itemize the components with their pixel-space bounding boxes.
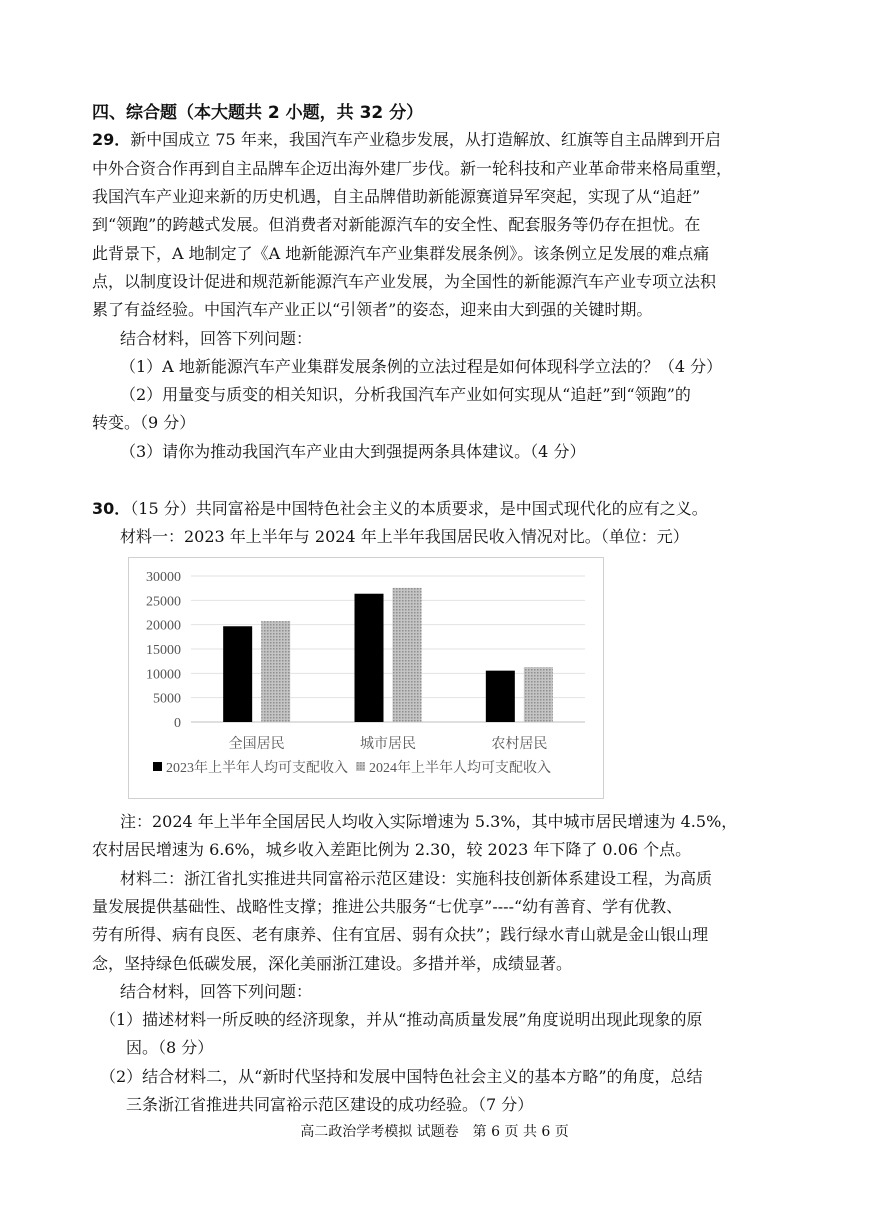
y-tick-label: 15000 (146, 643, 181, 658)
q30-note-cont: 农村居民增速为 6.6%，城乡收入差距比例为 2.30，较 2023 年下降了 0.06 个点。 (92, 840, 692, 859)
q29-line: 累了有益经验。中国汽车产业正以“引领者”的姿态，迎来由大到强的关键时期。 (92, 300, 653, 319)
bar (261, 621, 290, 722)
y-tick-label: 0 (174, 716, 181, 731)
q29-number: 29． (92, 130, 131, 149)
q30-note: 注：2024 年上半年全国居民人均收入实际增速为 5.3%，其中城市居民增速为 4.5%， (120, 812, 738, 831)
q29-sub2-cont: 转变。（9 分） (92, 413, 196, 432)
q30-material2-line: 念，坚持绿色低碳发展，深化美丽浙江建设。多措并举，成绩显著。 (92, 954, 573, 973)
q30-sub2: （2）结合材料二，从“新时代坚持和发展中国特色社会主义的基本方略”的角度，总结 (100, 1067, 703, 1086)
legend-swatch (153, 762, 162, 771)
x-tick-label: 城市居民 (360, 737, 416, 752)
q29-line: 此背景下，A 地制定了《A 地新能源汽车产业集群发展条例》。该条例立足发展的难点痛 (92, 244, 710, 263)
q29-line: 新中国成立 75 年来，我国汽车产业稳步发展，从打造解放、红旗等自主品牌到开启 (130, 130, 721, 149)
bar (393, 588, 422, 722)
q30-material1: 材料一：2023 年上半年与 2024 年上半年我国居民收入情况对比。（单位：元） (120, 527, 689, 546)
income-chart (128, 557, 604, 799)
y-tick-label: 30000 (146, 570, 181, 585)
bar (223, 626, 252, 722)
y-tick-label: 20000 (146, 618, 181, 634)
q30-material2-line: 量发展提供基础性、战略性支撑；推进公共服务“七优享”----“幼有善育、学有优教、 (92, 897, 683, 916)
q30-material2-line: 劳有所得、病有良医、老有康养、住有宜居、弱有众扶”；践行绿水青山就是金山银山理 (92, 925, 709, 944)
legend-label: 2023年上半年人均可支配收入 (166, 761, 348, 776)
y-tick-label: 5000 (153, 691, 181, 707)
bar (524, 667, 553, 722)
bar (355, 594, 384, 722)
legend-swatch (356, 762, 365, 771)
y-tick-label: 25000 (146, 594, 181, 610)
page-footer: 高二政治学考模拟 试题卷 第 6 页 共 6 页 (300, 1124, 569, 1140)
q29-prompt: 结合材料，回答下列问题： (120, 329, 313, 348)
q30-intro: （15 分）共同富裕是中国特色社会主义的本质要求，是中国式现代化的应有之义。 (130, 499, 708, 518)
q29-line: 中外合资合作再到自主品牌车企迈出海外建厂步伐。新一轮科技和产业革命带来格局重塑， (92, 159, 733, 178)
q29-sub3: （3）请你为推动我国汽车产业由大到强提两条具体建议。（4 分） (120, 442, 586, 461)
q30-prompt: 结合材料，回答下列问题： (120, 982, 313, 1001)
q30-intro-line (92, 497, 708, 521)
q30-number: 30． (92, 499, 131, 518)
q30-sub1-cont: 因。（8 分） (126, 1038, 214, 1057)
q29-line: 到“领跑”的跨越式发展。但消费者对新能源汽车的安全性、配套服务等仍存在担忧。在 (92, 215, 701, 234)
q29-sub1: （1）A 地新能源汽车产业集群发展条例的立法过程是如何体现科学立法的？（4 分） (120, 357, 723, 376)
section-title: 四、综合题（本大题共 2 小题，共 32 分） (92, 103, 424, 123)
x-tick-label: 全国居民 (228, 737, 285, 752)
legend-label: 2024年上半年人均可支配收入 (369, 761, 551, 776)
q29-sub2: （2）用量变与质变的相关知识，分析我国汽车产业如何实现从“追赶”到“领跑”的 (120, 385, 691, 404)
y-tick-label: 10000 (146, 667, 181, 683)
q29-first-line (92, 128, 721, 152)
q30-material2: 材料二：浙江省扎实推进共同富裕示范区建设：实施科技创新体系建设工程，为高质 (120, 869, 713, 888)
q29-line: 我国汽车产业迎来新的历史机遇，自主品牌借助新能源赛道异军突起，实现了从“追赶” (92, 187, 701, 206)
q29-line: 点，以制度设计促进和规范新能源汽车产业发展，为全国性的新能源汽车产业专项立法积 (92, 272, 717, 291)
x-tick-label: 农村居民 (491, 737, 548, 752)
income-chart-svg (129, 558, 603, 798)
q30-sub2-cont: 三条浙江省推进共同富裕示范区建设的成功经验。（7 分） (126, 1095, 534, 1114)
bar (486, 671, 515, 722)
q30-sub1: （1）描述材料一所反映的经济现象，并从“推动高质量发展”角度说明出现此现象的原 (100, 1010, 703, 1029)
